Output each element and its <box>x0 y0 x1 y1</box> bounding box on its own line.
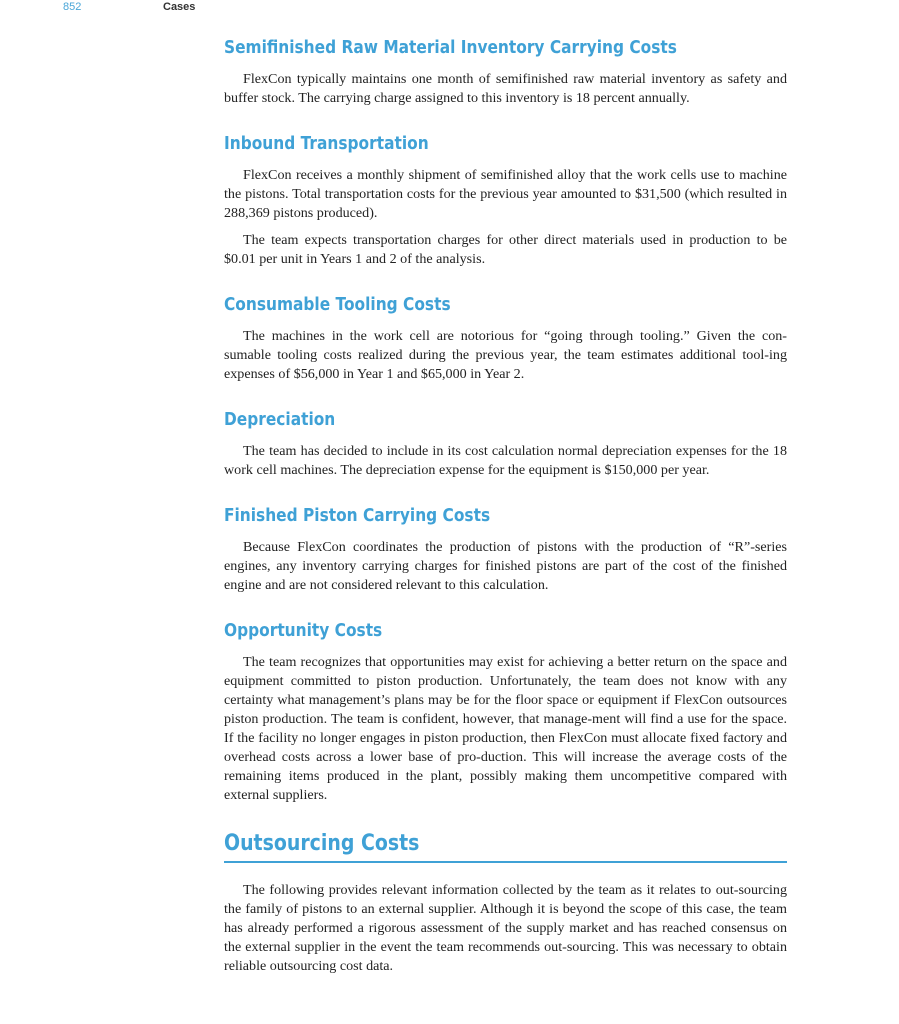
running-head: Cases <box>163 1 196 13</box>
heading-rule <box>224 861 787 863</box>
section-depreciation <box>224 408 787 480</box>
section-heading: Consumable Tooling Costs <box>224 295 451 315</box>
paragraph: The team has decided to include in its cost calculation normal depreciation expenses for the 18 work cell machines. The depreciation expense for the equipment is $150,000 per year. <box>224 443 787 478</box>
section-inbound-transportation <box>224 132 787 269</box>
paragraph: FlexCon typically maintains one month of semifinished raw material inventory as safety and buffer stock. The carrying charge assigned to this inventory is 18 percent annually. <box>224 71 787 106</box>
paragraph: The team recognizes that opportunities may exist for achieving a better return on the space and equipment committed to piston production. Unfortunately, the team does not know with any certainty what management’s plans may be for the floor space or equipment if FlexCon outsources piston production. The team is confident, however, that manage-ment will find a use for the space. If the facility no longer engages in piston production, then FlexCon must allocate fixed factory and overhead costs across a lower base of pro-duction. This will increase the average costs of the remaining items produced in the plant, possibly making them uncompetitive compared with external suppliers. <box>224 654 787 803</box>
page-content <box>224 36 787 984</box>
paragraph: FlexCon receives a monthly shipment of semifinished alloy that the work cells use to machine the pistons. Total transportation costs for the previous year amounted to $31,500 (which resulted in 288,369 pistons produced). <box>224 167 787 221</box>
section-finished-piston-carrying-costs <box>224 504 787 595</box>
section-heading: Semifinished Raw Material Inventory Carrying Costs <box>224 38 677 58</box>
major-section-heading: Outsourcing Costs <box>224 831 420 856</box>
section-opportunity-costs <box>224 619 787 805</box>
section-heading: Depreciation <box>224 410 336 430</box>
section-consumable-tooling-costs <box>224 293 787 384</box>
paragraph: The machines in the work cell are notorious for “going through tooling.” Given the con-sumable tooling costs realized during the previous year, the team estimates additional tool-ing expenses of $56,000 in Year 1 and $65,000 in Year 2. <box>224 328 787 382</box>
paragraph: The following provides relevant information collected by the team as it relates to out-sourcing the family of pistons to an external supplier. Although it is beyond the scope of this case, the team has already performed a rigorous assessment of the supply market and has reached consensus on the external supplier in the event the team recommends out-sourcing. This was necessary to obtain reliable outsourcing cost data. <box>224 882 787 974</box>
page-number: 852 <box>63 1 82 13</box>
section-outsourcing-costs <box>224 829 787 976</box>
section-heading: Opportunity Costs <box>224 621 383 641</box>
section-heading: Inbound Transportation <box>224 134 429 154</box>
paragraph: The team expects transportation charges for other direct materials used in production to be $0.01 per unit in Years 1 and 2 of the analysis. <box>224 232 787 267</box>
paragraph: Because FlexCon coordinates the production of pistons with the production of “R”-series engines, any inventory carrying charges for finished pistons are part of the cost of the finished engine and are not considered relevant to this calculation. <box>224 539 787 593</box>
section-heading: Finished Piston Carrying Costs <box>224 506 491 526</box>
section-raw-material-carrying-costs <box>224 36 787 108</box>
